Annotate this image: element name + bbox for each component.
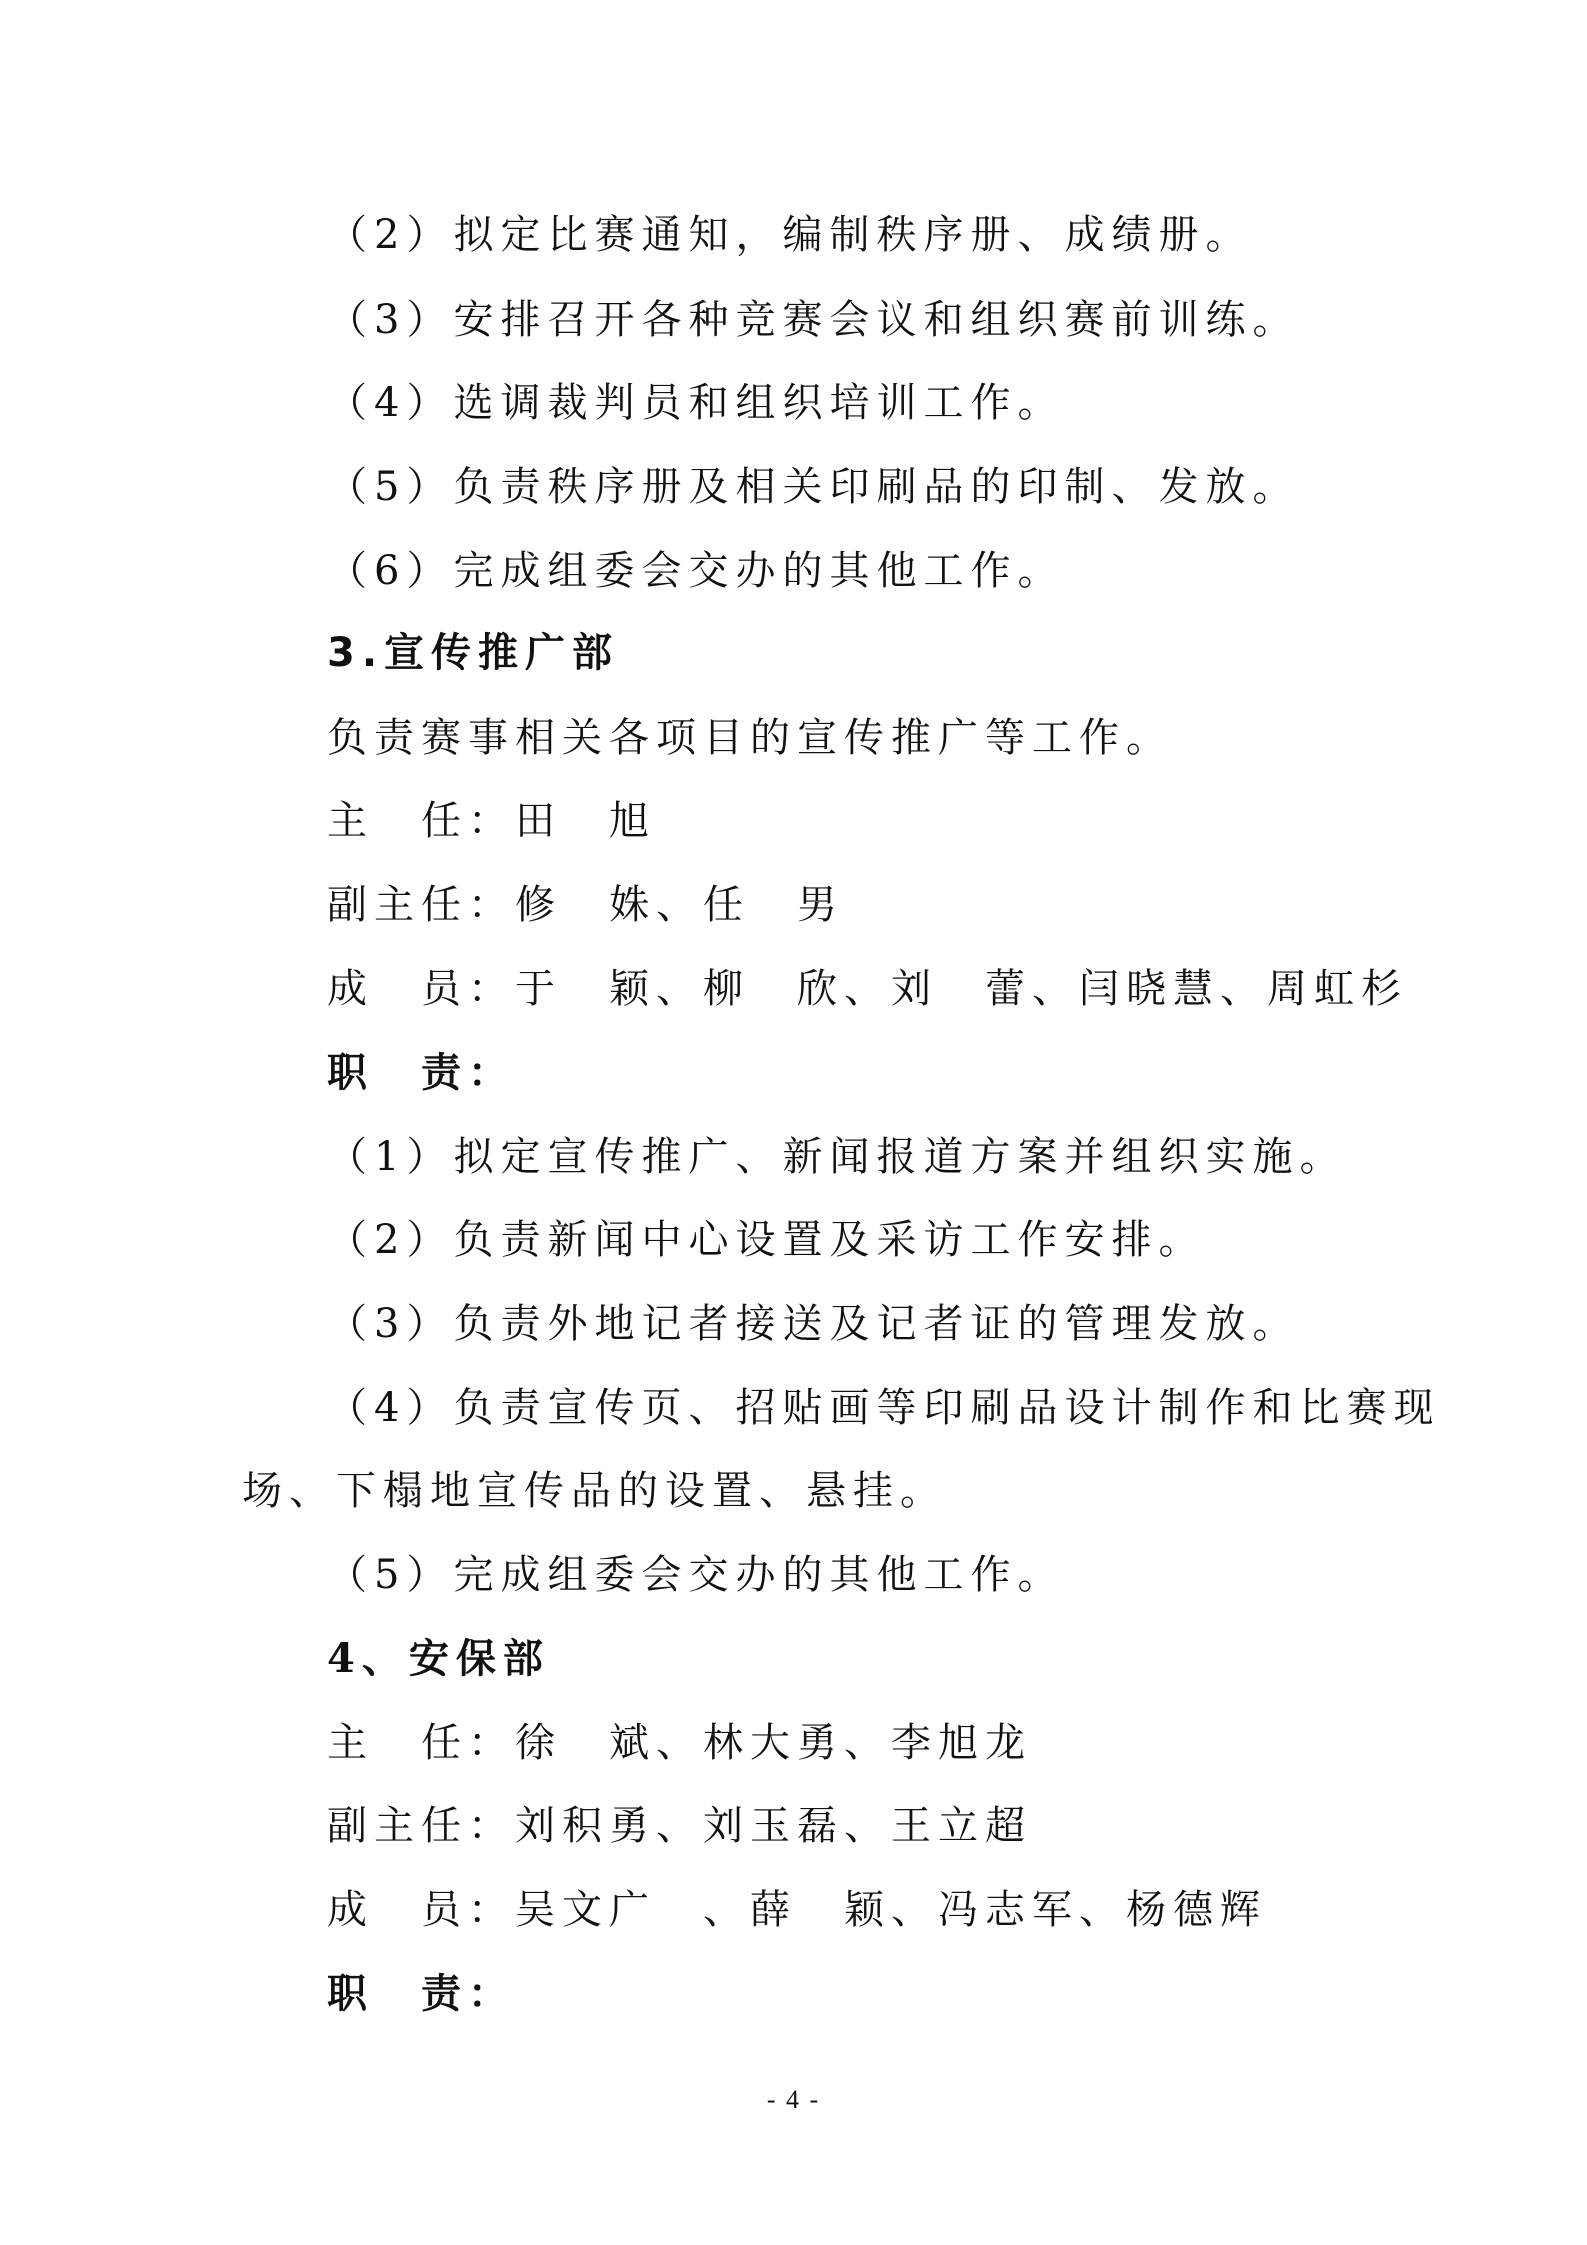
section-description: 负责赛事相关各项目的宣传推广等工作。 <box>327 715 1173 761</box>
publicity-duty-4: （4）负责宣传页、招贴画等印刷品设计制作和比赛现 <box>327 1385 1441 1431</box>
duty-item-6: （6）完成组委会交办的其他工作。 <box>327 548 1065 594</box>
publicity-duty-3: （3）负责外地记者接送及记者证的管理发放。 <box>327 1301 1300 1347</box>
duty-item-3: （3）安排召开各种竞赛会议和组织赛前训练。 <box>327 297 1300 343</box>
deputy-director-line: 副主任：修 姝、任 男 <box>327 882 844 928</box>
duty-item-5: （5）负责秩序册及相关印刷品的印制、发放。 <box>327 464 1300 510</box>
publicity-duty-4-continued: 场、下榻地宣传品的设置、悬挂。 <box>242 1468 947 1514</box>
section-heading-publicity: 3.宣传推广部 <box>327 630 620 676</box>
responsibilities-heading: 职 责： <box>327 1049 515 1096</box>
security-responsibilities-heading: 职 责： <box>327 1970 515 2017</box>
security-members-line: 成 员：吴文广 、薛 颖、冯志军、杨德辉 <box>327 1887 1267 1933</box>
duty-item-4: （4）选调裁判员和组织培训工作。 <box>327 380 1065 426</box>
section-heading-security: 4、安保部 <box>327 1635 550 1682</box>
publicity-duty-1: （1）拟定宣传推广、新闻报道方案并组织实施。 <box>327 1134 1347 1180</box>
publicity-duty-2: （2）负责新闻中心设置及采访工作安排。 <box>327 1217 1206 1263</box>
publicity-duty-5: （5）完成组委会交办的其他工作。 <box>327 1552 1065 1598</box>
members-line: 成 员：于 颖、柳 欣、刘 蕾、闫晓慧、周虹杉 <box>327 966 1408 1012</box>
security-director-line: 主 任：徐 斌、林大勇、李旭龙 <box>327 1720 1032 1766</box>
director-line: 主 任：田 旭 <box>327 798 656 844</box>
duty-item-2: （2）拟定比赛通知，编制秩序册、成绩册。 <box>327 212 1253 258</box>
page-number: - 4 - <box>766 2085 821 2114</box>
security-deputy-director-line: 副主任：刘积勇、刘玉磊、王立超 <box>327 1803 1032 1849</box>
